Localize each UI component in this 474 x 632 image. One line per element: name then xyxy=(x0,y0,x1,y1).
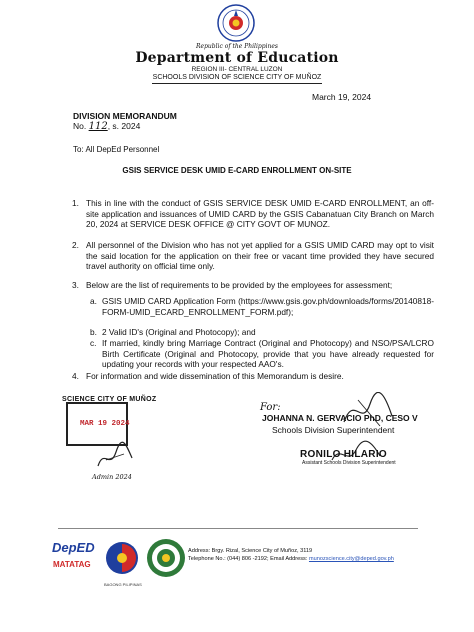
memo-no-label: No. xyxy=(73,121,87,131)
receiver-signature xyxy=(96,440,136,472)
paragraph-text: This in line with the conduct of GSIS SERVICE DESK UMID E-CARD ENROLLMENT, an off-site application and issuances of UMID CARD by the GSIS Cabanatuan City Branch on March 20, 2024 at SERVICE DESK OFFICE @ CITY GOVT OF MUNOZ. xyxy=(86,198,434,229)
footer-phone-text: Telephone No.: (044) 806 -2192; Email Address: xyxy=(188,556,308,562)
department-name: Department of Education xyxy=(135,50,339,66)
paragraph-number: 4. xyxy=(72,371,79,381)
stamp-date: MAR 19 2024 xyxy=(80,420,130,428)
division-seal-logo xyxy=(146,538,186,578)
requirement-label: b. xyxy=(90,327,97,337)
footer-phone xyxy=(188,555,394,563)
for-label: For: xyxy=(260,402,281,413)
footer-email-link[interactable]: munozscience.city@deped.gov.ph xyxy=(308,556,394,562)
stamp-header: SCIENCE CITY OF MUÑOZ xyxy=(62,396,157,403)
paragraph-text: For information and wide dissemination of this Memorandum is desire. xyxy=(86,371,344,381)
requirement-text: GSIS UMID CARD Application Form (https://www.gsis.gov.ph/downloads/forms/20140818-FORM-UMID_ECARD_ENROLLMENT_FORM.pdf); xyxy=(102,296,434,317)
paragraph-text: All personnel of the Division who has not yet applied for a GSIS UMID CARD may opt to visit the said location for the application on their free or vacant time provided they have secured travel authority on official time only. xyxy=(86,240,434,271)
bagong-pilipinas-logo xyxy=(104,540,140,580)
requirement-text: 2 Valid ID's (Original and Photocopy); and xyxy=(102,327,256,337)
memo-title: DIVISION MEMORANDUM xyxy=(73,111,177,121)
paragraph-3 xyxy=(72,280,434,291)
requirement-b xyxy=(90,327,434,338)
memo-number xyxy=(73,121,140,132)
region-line: REGION III- CENTRAL LUZON xyxy=(191,66,283,73)
footer-contact xyxy=(188,547,394,563)
division-line: SCHOOLS DIVISION OF SCIENCE CITY OF MUÑOZ xyxy=(152,74,322,81)
delegate-title: Assistant Schools Division Superintendent xyxy=(302,460,396,466)
memo-recipient: To: All DepEd Personnel xyxy=(73,145,160,154)
footer-divider xyxy=(58,528,418,529)
memo-date: March 19, 2024 xyxy=(312,92,372,102)
paragraph-4 xyxy=(72,371,434,382)
memo-series: , s. 2024 xyxy=(107,121,141,131)
deped-seal-logo xyxy=(217,4,255,42)
paragraph-number: 2. xyxy=(72,240,79,250)
requirement-label: c. xyxy=(90,338,97,348)
memo-subject: GSIS SERVICE DESK UMID E-CARD ENROLLMENT ON-SITE xyxy=(122,166,352,175)
signatory-title: Schools Division Superintendent xyxy=(272,425,395,435)
requirement-text: If married, kindly bring Marriage Contract (Original and Photocopy) and NSO/PSA/LCRO Birth Certificate (Original and Photocopy, provide that you have already requested for updating your records with your respected AAO's. xyxy=(102,338,434,369)
requirement-a xyxy=(90,296,434,317)
republic-line: Republic of the Philippines xyxy=(196,43,278,50)
stamp-admin-note: Admin 2024 xyxy=(92,473,132,481)
paragraph-2 xyxy=(72,240,434,272)
paragraph-1 xyxy=(72,198,434,230)
paragraph-number: 3. xyxy=(72,280,79,290)
letterhead-divider xyxy=(152,83,322,84)
deped-logo-text: DepED xyxy=(52,540,95,555)
paragraph-number: 1. xyxy=(72,198,79,208)
paragraph-text: Below are the list of requirements to be provided by the employees for assessment; xyxy=(86,280,393,290)
footer-address: Address: Brgy. Rizal, Science City of Muñoz, 3119 xyxy=(188,548,313,554)
requirement-c xyxy=(90,338,434,370)
matatag-logo-text: MATATAG xyxy=(53,560,91,569)
signatory-name: JOHANNA N. GERVACIO PhD, CESO V xyxy=(262,413,418,423)
memo-no-value: 112 xyxy=(88,121,108,132)
delegate-name: RONILO HILARIO xyxy=(300,449,387,460)
requirement-label: a. xyxy=(90,296,97,306)
bagong-pilipinas-text: BAGONG PILIPINAS xyxy=(104,582,142,587)
